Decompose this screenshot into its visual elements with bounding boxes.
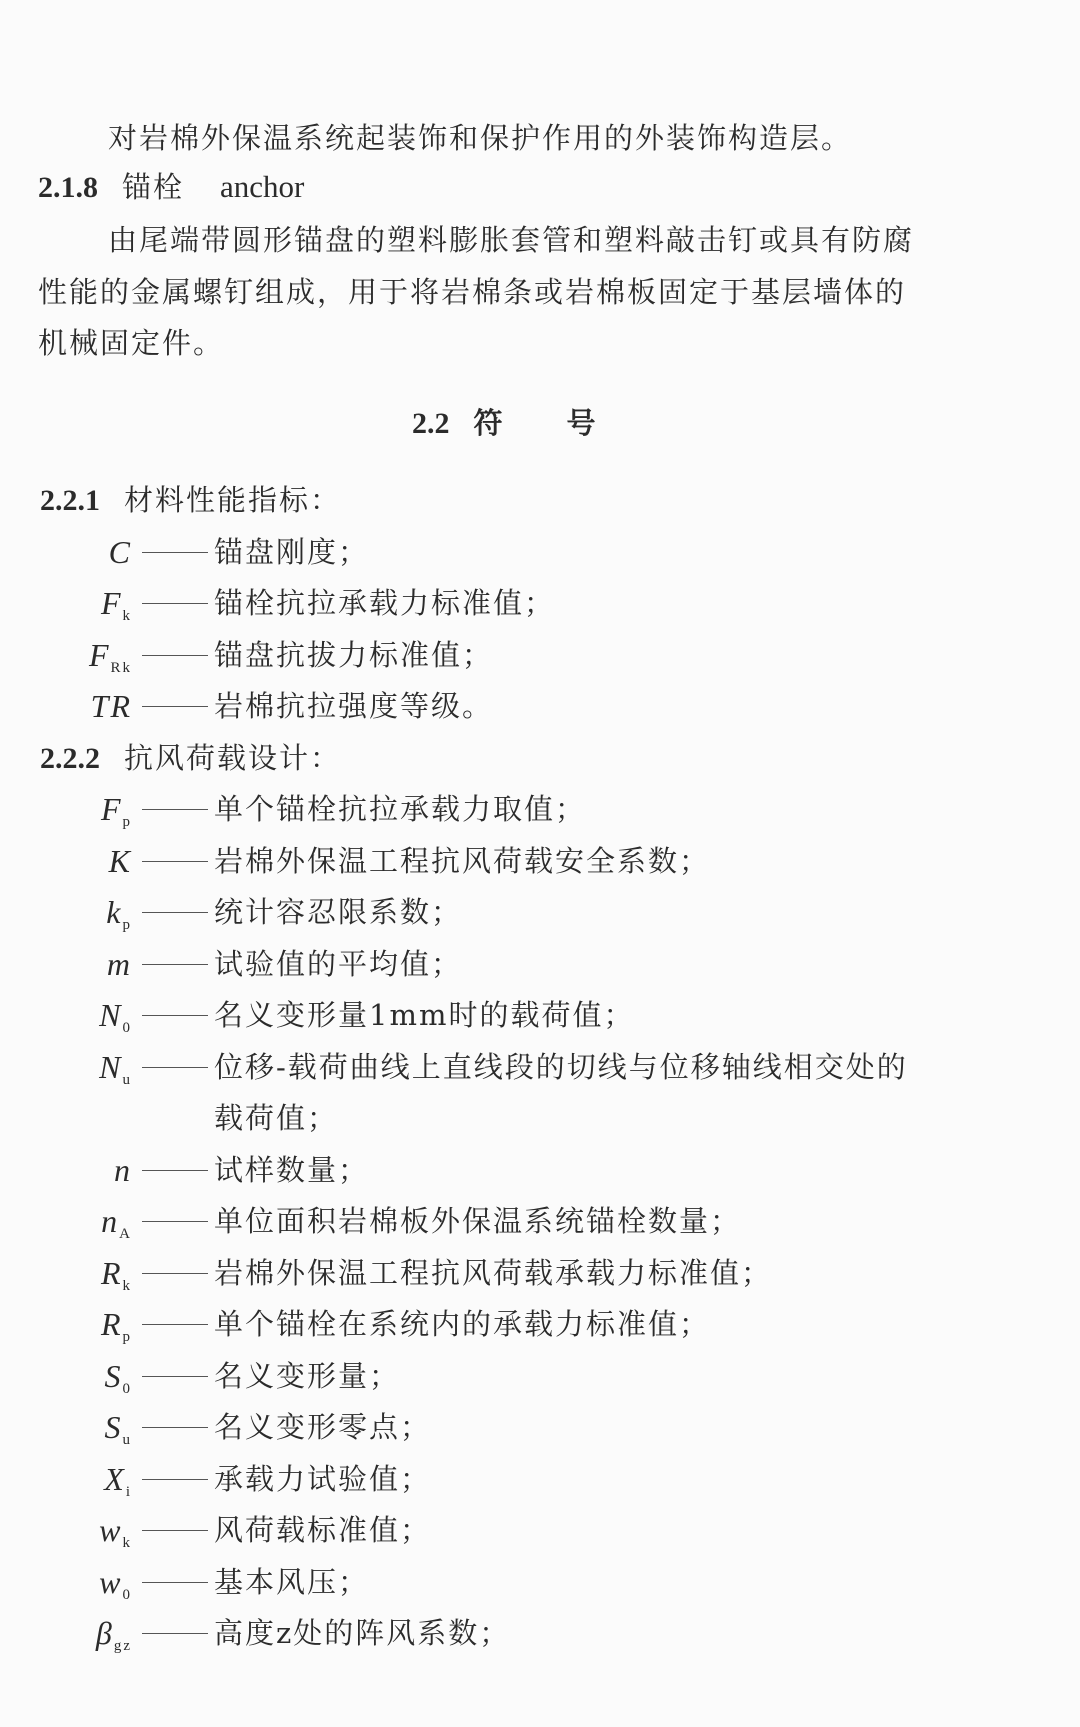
symbol-row	[0, 1254, 1080, 1294]
section-title: 符 号	[473, 406, 598, 440]
symbol	[0, 585, 132, 634]
symbol-row	[0, 1048, 1080, 1088]
symbol-subscript: p	[122, 814, 132, 830]
symbol-subscript: A	[119, 1226, 132, 1242]
symbol-subscript: p	[122, 1329, 132, 1345]
symbol-letter: n	[101, 1203, 120, 1239]
symbol	[0, 1203, 132, 1252]
clause-number: 2.1.8	[38, 171, 98, 204]
em-dash-divider	[142, 1170, 208, 1171]
symbol-description: 试样数量；	[214, 1152, 370, 1187]
symbol-description: 单个锚栓抗拉承载力取值；	[214, 792, 587, 826]
symbol-description-continued: 载荷值；	[214, 1101, 339, 1135]
symbol-description: 岩棉抗拉强度等级。	[214, 689, 494, 723]
em-dash-divider	[142, 1273, 208, 1274]
symbol-subscript: i	[125, 1483, 132, 1500]
em-dash-divider	[142, 1633, 208, 1634]
symbol	[0, 1512, 132, 1561]
symbol	[0, 894, 132, 943]
symbol-subscript: gz	[113, 1638, 132, 1654]
symbol-row	[0, 585, 1080, 624]
symbol-description: 基本风压；	[214, 1564, 370, 1599]
symbol	[0, 1409, 132, 1458]
symbol-letter: S	[104, 1357, 123, 1394]
symbol-row	[0, 1409, 1080, 1448]
symbol	[0, 1306, 132, 1355]
symbol	[0, 637, 132, 686]
symbol-letter: S	[104, 1409, 123, 1445]
symbol	[0, 946, 132, 995]
symbol-row	[0, 1152, 1080, 1188]
symbol-description: 统计容忍限系数；	[214, 895, 463, 929]
symbol	[0, 1461, 132, 1510]
paragraph-line: 机械固定件。	[38, 326, 225, 360]
em-dash-divider	[142, 552, 208, 553]
clause-number: 2.2.2	[40, 741, 100, 775]
symbol-letter: K	[108, 842, 132, 879]
symbol-subscript: p	[122, 917, 132, 933]
symbol-letter: F	[100, 585, 123, 621]
symbol-letter: F	[100, 791, 123, 827]
symbol-description: 高度z处的阵风系数；	[214, 1616, 511, 1650]
symbol-subscript: 0	[122, 1586, 132, 1603]
symbol-letter: X	[104, 1460, 126, 1497]
em-dash-divider	[142, 706, 208, 707]
em-dash-divider	[142, 1479, 208, 1480]
symbol-row	[0, 1306, 1080, 1345]
em-dash-divider	[142, 1376, 208, 1377]
symbol-description: 承载力试验值；	[214, 1461, 432, 1496]
symbol-subscript: Rk	[110, 659, 132, 676]
symbol-letter: F	[88, 636, 111, 673]
symbol-letter: n	[114, 1151, 132, 1188]
symbol-letter: R	[100, 1254, 123, 1291]
symbol-description: 锚栓抗拉承载力标准值；	[214, 586, 556, 620]
symbol-row	[0, 791, 1080, 830]
symbol	[0, 1152, 132, 1201]
em-dash-divider	[142, 1067, 208, 1068]
symbol-letter: m	[106, 945, 132, 982]
symbol-description: 岩棉外保温工程抗风荷载安全系数；	[214, 843, 711, 878]
em-dash-divider	[142, 964, 208, 965]
em-dash-divider	[142, 809, 208, 810]
clause-heading	[40, 740, 341, 777]
symbol-row	[0, 1460, 1080, 1500]
symbol	[0, 843, 132, 892]
em-dash-divider	[142, 1221, 208, 1222]
clause-title: 材料性能指标：	[124, 483, 342, 517]
paragraph-line: 由尾端带圆形锚盘的塑料膨胀套管和塑料敲击钉或具有防腐	[108, 223, 915, 257]
symbol	[0, 1255, 132, 1304]
symbol-letter: k	[106, 894, 123, 930]
em-dash-divider	[142, 1582, 208, 1583]
symbol-description: 岩棉外保温工程抗风荷载承载力标准值；	[214, 1255, 773, 1290]
em-dash-divider	[142, 655, 208, 656]
clause-heading	[40, 482, 341, 519]
symbol-letter: TR	[90, 688, 132, 724]
symbol-row	[0, 843, 1080, 879]
symbol-row	[0, 534, 1080, 570]
symbol-row	[0, 636, 1080, 676]
paragraph-line: 性能的金属螺钉组成，用于将岩棉条或岩棉板固定于基层墙体的	[38, 275, 907, 309]
symbol-letter: w	[99, 1563, 123, 1600]
symbol-row	[0, 1563, 1080, 1603]
clause-title: 抗风荷载设计：	[124, 740, 342, 775]
symbol-letter: N	[99, 1048, 123, 1085]
symbol-description: 单位面积岩棉板外保温系统锚栓数量；	[214, 1204, 742, 1238]
symbol-row	[0, 1615, 1080, 1654]
symbol-letter: N	[99, 997, 123, 1033]
symbol-description: 位移-载荷曲线上直线段的切线与位移轴线相交处的	[214, 1049, 908, 1084]
symbol-subscript: u	[122, 1432, 132, 1448]
symbol-row	[0, 1512, 1080, 1551]
paragraph-line: 对岩棉外保温系统起装饰和保护作用的外装饰构造层。	[108, 121, 853, 155]
clause-number: 2.2.1	[40, 484, 100, 517]
symbol-description: 名义变形零点；	[214, 1410, 432, 1444]
symbol-subscript: k	[122, 608, 132, 624]
em-dash-divider	[142, 603, 208, 604]
symbol-subscript: k	[122, 1535, 132, 1551]
em-dash-divider	[142, 861, 208, 862]
symbol-description: 单个锚栓在系统内的承载力标准值；	[214, 1307, 711, 1341]
symbol	[0, 791, 132, 840]
symbol	[0, 1615, 132, 1664]
em-dash-divider	[142, 1427, 208, 1428]
symbol-row	[0, 688, 1080, 724]
symbol-row	[0, 1203, 1080, 1242]
symbol-row	[0, 997, 1080, 1036]
symbol	[0, 1049, 132, 1098]
em-dash-divider	[142, 912, 208, 913]
symbol-subscript: 0	[122, 1380, 132, 1397]
em-dash-divider	[142, 1324, 208, 1325]
symbol-row	[0, 946, 1080, 982]
clause-title-english: anchor	[220, 169, 305, 204]
symbol-letter: C	[108, 533, 132, 570]
symbol	[0, 688, 132, 737]
symbol	[0, 997, 132, 1046]
symbol-letter: R	[100, 1306, 123, 1342]
clause-2-1-8-heading	[38, 169, 304, 206]
symbol-description: 锚盘抗拔力标准值；	[214, 637, 494, 672]
section-number: 2.2	[412, 407, 450, 440]
symbol-subscript: 0	[122, 1020, 132, 1036]
symbol-description: 试验值的平均值；	[214, 946, 463, 981]
symbol	[0, 1358, 132, 1407]
clause-title: 锚栓	[122, 170, 185, 204]
symbol	[0, 534, 132, 583]
symbol-subscript: u	[122, 1071, 132, 1088]
em-dash-divider	[142, 1015, 208, 1016]
symbol-row	[0, 1357, 1080, 1397]
section-heading	[412, 405, 598, 442]
symbol-letter: β	[95, 1615, 114, 1651]
symbol-description: 名义变形量；	[214, 1358, 401, 1393]
symbol	[0, 1564, 132, 1613]
symbol-subscript: k	[122, 1277, 132, 1294]
symbol-description: 风荷载标准值；	[214, 1513, 432, 1547]
symbol-row	[0, 894, 1080, 933]
symbol-description: 名义变形量1mm时的载荷值；	[214, 998, 635, 1032]
symbol-letter: w	[99, 1512, 123, 1548]
em-dash-divider	[142, 1530, 208, 1531]
symbol-description: 锚盘刚度；	[214, 534, 370, 569]
